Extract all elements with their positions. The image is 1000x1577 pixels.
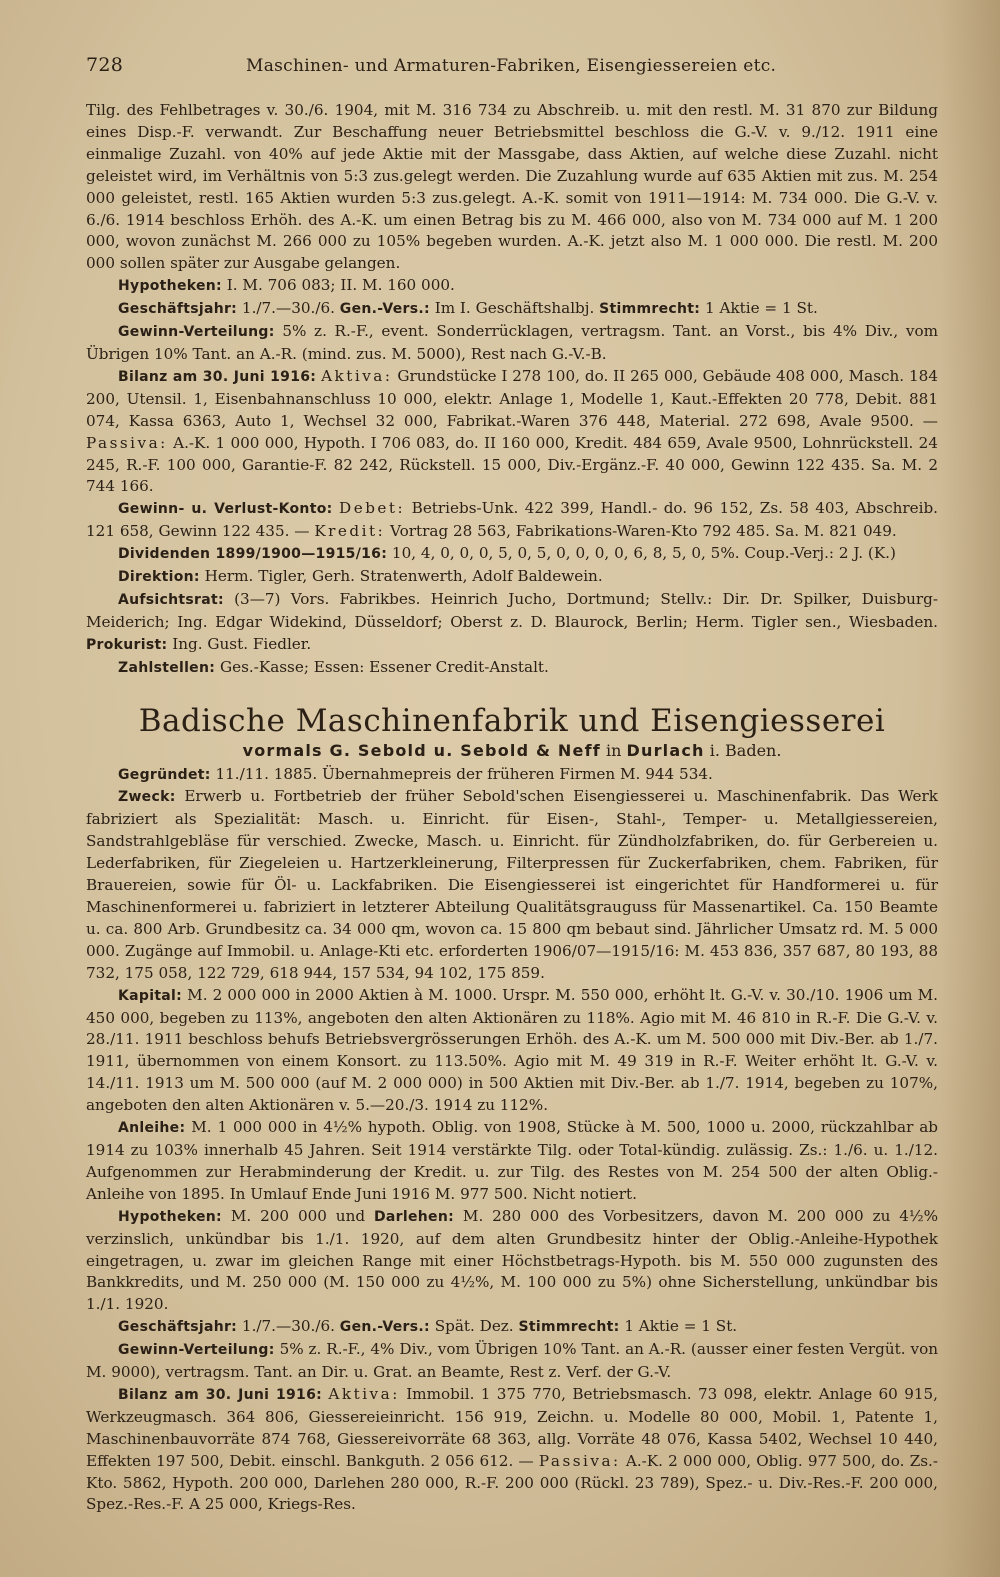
aktiva-label-2: Aktiva: [328, 1384, 400, 1403]
gj-text-2: 1./7.—30./6. [241, 1317, 335, 1336]
zahl-text: Ges.-Kasse; Essen: Essener Credit-Anstalt. [219, 657, 549, 676]
gj-label: Geschäftsjahr: [118, 301, 238, 318]
company-subtitle [86, 740, 938, 762]
kapital-paragraph [86, 985, 938, 1117]
bilanz-label: Bilanz am 30. Juni 1916: [118, 368, 317, 385]
hyp-text: M. 200 000 und [230, 1206, 366, 1225]
kapital-text: M. 2 000 000 in 2000 Aktien à M. 1000. Urspr. M. 550 000, erhöht lt. G.-V. v. 30./10. 1906 um M. 450 000, begeben zu 113%, angeboten den alten Aktionären zu 118%. Agio mit M. 46 810 in R.-F. Die G.-V. v. 28./11. 1911 beschloss behufs Betriebsvergrösserungen Erhöh. des A.-K. um M. 500 000 mit Div.-Ber. ab 1./7. 1911, übernommen von einem Konsort. zu 113.50%. Agio mit M. 49 319 in R.-F. Weiter erhöht lt. G.-V. v. 14./11. 1913 um M. 500 000 (auf M. 2 000 000) in 500 Aktien mit Div.-Ber. ab 1./7. 1914, begeben zu 107%, angeboten den alten Aktionären v. 5.—20./3. 1914 zu 112%. [86, 985, 938, 1115]
darl-label: Darlehen: [374, 1208, 454, 1225]
darl-text: M. 280 000 des Vorbesitzers, davon M. 200 000 zu 4½% verzinslich, unkündbar bis 1./1. 1920, auf dem alten Grundbesitz hinter der Oblig.-Anleihe-Hypothek eingetragen, u. zwar im gleichen Range mit einer Höchstbetrags-Hypoth. bis M. 550 000 zugunsten des Bankkredits, und M. 250 000 (M. 150 000 zu 4½%, M. 100 000 zu 5%) ohne Sicherstellung, unkündbar bis 1./1. 1920. [86, 1206, 939, 1314]
page-number: 728 [86, 54, 124, 76]
zweck-paragraph [86, 786, 938, 984]
stimm-text: 1 Aktie = 1 St. [705, 299, 818, 318]
company-entry [86, 764, 938, 1517]
bilanz-passiva-2: A.-K. 2 000 000, Oblig. 977 500, do. Zs.-Kto. 5862, Hypoth. 200 000, Darlehen 280 000, R.-F. 200 000 (Rückl. 23 789), Spez.- u. Div.-Res.-F. 200 000, Spez.-Res.-F. A 25 000, Kriegs-Res. [86, 1451, 938, 1514]
bilanz-aktiva-2: Immobil. 1 375 770, Betriebsmasch. 73 098, elektr. Anlage 60 915, Werkzeugmasch. 364 806, Giessereieinricht. 156 919, Zeichn. u. Modelle 80 000, Mobil. 1, Patente 1, Maschinenbauvorräte 874 768, Giessereivorräte 68 363, allg. Vorräte 48 076, Kassa 5402, Wechsel 10 440, Effekten 197 500, Debit. einschl. Bankguth. 2 056 612. — [86, 1384, 939, 1470]
kredit-label: Kredit: [314, 522, 386, 541]
gj-text: 1./7.—30./6. [241, 299, 335, 318]
anleihe-label: Anleihe: [118, 1120, 186, 1137]
aufsichtsrat-paragraph [86, 589, 938, 657]
ar-text: (3—7) Vors. Fabrikbes. Heinrich Jucho, Dortmund; Stellv.: Dir. Dr. Spilker, Duisburg-Meiderich; Ing. Edgar Widekind, Düsseldorf; Oberst z. D. Blaurock, Berlin; Herm. Tigler sen., Wiesbaden. [86, 589, 939, 631]
gegr-label: Gegründet: [118, 766, 211, 783]
geschaeftsjahr-line-2 [86, 1316, 938, 1339]
bilanz-aktiva: Grundstücke I 278 100, do. II 265 000, Gebäude 408 000, Masch. 184 200, Utensil. 1, Eisenbahnanschluss 10 000, elektr. Anlage 1, Modelle 1, Kaut.-Effekten 20 778, Debit. 881 074, Kassa 6363, Auto 1, Wechsel 32 000, Fabrikat.-Waren 376 448, Material. 272 698, Avale 9500. — [86, 366, 938, 430]
zweck-text: Erwerb u. Fortbetrieb der früher Sebold'schen Eisengiesserei u. Maschinenfabrik. Das Werk fabriziert als Spezialität: Masch. u. Einricht. für Eisen-, Stahl-, Temper- u. Metallgiessereien, Sandstrahlgebläse für verschied. Zwecke, Masch. u. Einricht. für Zündholzfabriken, do. für Gerbereien u. Lederfabriken, für Ziegeleien u. Hartzerkleinerung, Filterpressen für Zuckerfabriken, chem. Fabriken, für Brauereien, sowie für Öl- u. Lackfabriken. Die Eisengiesserei ist eingerichtet für Handformerei u. für Maschinenformerei u. fabriziert in letzterer Abteilung Qualitätsgrauguss für Massenartikel. Ca. 150 Beamte u. ca. 800 Arb. Grundbesitz ca. 34 000 qm, wovon ca. 15 800 qm bebaut sind. Jährlicher Umsatz rd. M. 5 000 000. Zugänge auf Immobil. u. Anlage-Kti etc. erforderten 1906/07—1915/16: M. 453 836, 357 687, 80 193, 88 732, 175 058, 122 729, 618 944, 157 534, 94 102, 175 859. [86, 787, 938, 982]
prok-label: Prokurist: [86, 636, 168, 653]
company-in: in [606, 740, 622, 760]
anleihe-text: M. 1 000 000 in 4½% hypoth. Oblig. von 1908, Stücke à M. 500, 1000 u. 2000, rückzahlbar ab 1914 zu 103% innerhalb 45 Jahren. Seit 1914 verstärkte Tilg. oder Total-kündig. zulässig. Zs.: 1./6. u. 1./12. Aufgenommen zur Herabminderung der Kredit. u. zur Tilg. des Restes von M. 254 500 der alten Oblig.-Anleihe von 1895. In Umlauf Ende Juni 1916 M. 977 500. Nicht notiert. [86, 1118, 938, 1203]
company-region: i. Baden. [709, 740, 782, 760]
running-title: Maschinen- und Armaturen-Fabriken, Eisengiessereien etc. [246, 56, 777, 76]
page-edge-shadow [940, 0, 1000, 1577]
bilanz-label-2: Bilanz am 30. Juni 1916: [118, 1386, 323, 1403]
div-label: Dividenden 1899/1900—1915/16: [118, 546, 388, 563]
gewv-label: Gewinn-Verteilung: [118, 324, 275, 341]
gewv-text: 5% z. R.-F., event. Sonderrücklagen, vertragsm. Tant. an Vorst., bis 4% Div., vom Übrigen 10% Tant. an A.-R. (mind. zus. M. 5000), Rest nach G.-V.-B. [86, 322, 938, 363]
direktion-line [86, 566, 938, 589]
passiva-label-2: Passiva: [538, 1451, 621, 1470]
gegr-text: 11./11. 1885. Übernahmepreis der früheren Firmen M. 944 534. [215, 764, 713, 783]
page-header [86, 54, 938, 76]
ar-label: Aufsichtsrat: [118, 591, 224, 608]
anleihe-paragraph [86, 1117, 938, 1206]
gewinnverteilung-paragraph-2 [86, 1339, 938, 1384]
guv-paragraph [86, 498, 938, 543]
company-title: Badische Maschinenfabrik und Eisengiesserei [138, 702, 886, 739]
dir-label: Direktion: [118, 569, 200, 586]
debet-label: Debet: [339, 499, 406, 518]
prok-text: Ing. Gust. Fiedler. [172, 634, 312, 653]
intro-paragraph: Tilg. des Fehlbetrages v. 30./6. 1904, mit M. 316 734 zu Abschreib. u. mit den restl. M. 31 870 zur Bildung eines Disp.-F. verwandt. Zur Beschaffung neuer Betriebsmittel beschloss die G.-V. v. 9./12. 1911 eine einmalige Zuzahl. von 40% auf jede Aktie mit der Massgabe, dass Aktien, auf welche diese Zuzahl. nicht geleistet wird, im Verhältnis von 5:3 zus.gelegt werden. Die Zuzahlung wurde auf 635 Aktien mit zus. M. 254 000 geleistet, restl. 165 Aktien wurden 5:3 zus.gelegt. A.-K. somit von 1911—1914: M. 734 000. Die G.-V. v. 6./6. 1914 beschloss Erhöh. des A.-K. um einen Betrag bis zu M. 466 000, also von M. 734 000 auf M. 1 200 000, wovon zunächst M. 266 000 zu 105% begeben wurden. A.-K. jetzt also M. 1 000 000. Die restl. M. 200 000 sollen später zur Ausgabe gelangen. [86, 101, 938, 273]
hypotheken-label: Hypotheken: [118, 278, 222, 295]
passiva-label: Passiva: [86, 433, 168, 452]
div-text: 10, 4, 0, 0, 0, 5, 0, 5, 0, 0, 0, 0, 6, 8, 5, 0, 5%. Coup.-Verj.: 2 J. (K.) [391, 544, 896, 563]
dividenden-line [86, 543, 938, 566]
gewv-text-2: 5% z. R.-F., 4% Div., vom Übrigen 10% Tant. an A.-R. (ausser einer festen Vergüt. von M. 9000), vertragsm. Tant. an Dir. u. Grat. an Beamte, Rest z. Verf. der G.-V. [86, 1340, 938, 1382]
bilanz-passiva: A.-K. 1 000 000, Hypoth. I 706 083, do. II 160 000, Kredit. 484 659, Avale 9500, Lohnrückstell. 24 245, R.-F. 100 000, Garantie-F. 82 242, Rückstell. 15 000, Div.-Ergänz.-F. 40 000, Gewinn 122 435. Sa. M. 2 744 166. [86, 433, 939, 496]
guv-label: Gewinn- u. Verlust-Konto: [118, 501, 333, 518]
bilanz-paragraph-2 [86, 1384, 938, 1516]
gv-label-2: Gen.-Vers.: [339, 1319, 430, 1336]
zweck-label: Zweck: [118, 789, 176, 806]
gv-text: Im I. Geschäftshalbj. [434, 299, 595, 318]
aktiva-label: Aktiva: [321, 366, 393, 385]
geschaeftsjahr-line [86, 298, 938, 321]
gv-label: Gen.-Vers.: [339, 301, 430, 318]
company-city: Durlach [626, 740, 705, 760]
previous-company-entry [86, 100, 938, 680]
kapital-label: Kapital: [118, 987, 183, 1004]
hypotheken-darlehen-paragraph [86, 1206, 938, 1317]
hyp-label: Hypotheken: [118, 1208, 222, 1225]
stimm-label-2: Stimmrecht: [518, 1319, 620, 1336]
guv-kredit: Vortrag 28 563, Fabrikations-Waren-Kto 792 485. Sa. M. 821 049. [390, 522, 897, 541]
dir-text: Herm. Tigler, Gerh. Stratenwerth, Adolf Baldewein. [204, 567, 603, 586]
hypotheken-line [86, 275, 938, 298]
gegruendet-line [86, 764, 938, 787]
zahlstellen-line [86, 657, 938, 680]
gv-text-2: Spät. Dez. [434, 1317, 514, 1336]
company-former-name: vormals G. Sebold u. Sebold & Neff [242, 740, 601, 760]
gewv-label-2: Gewinn-Verteilung: [118, 1342, 275, 1359]
guv-debet: Betriebs-Unk. 422 399, Handl.- do. 96 152, Zs. 58 403, Abschreib. 121 658, Gewinn 122 435. — [86, 499, 939, 541]
zahl-label: Zahlstellen: [118, 659, 216, 676]
gj-label-2: Geschäftsjahr: [118, 1319, 238, 1336]
bilanz-paragraph [86, 366, 938, 498]
gewinnverteilung-line [86, 321, 938, 366]
stimm-label: Stimmrecht: [599, 301, 701, 318]
stimm-text-2: 1 Aktie = 1 St. [624, 1317, 738, 1336]
hypotheken-text: I. M. 706 083; II. M. 160 000. [226, 276, 455, 295]
